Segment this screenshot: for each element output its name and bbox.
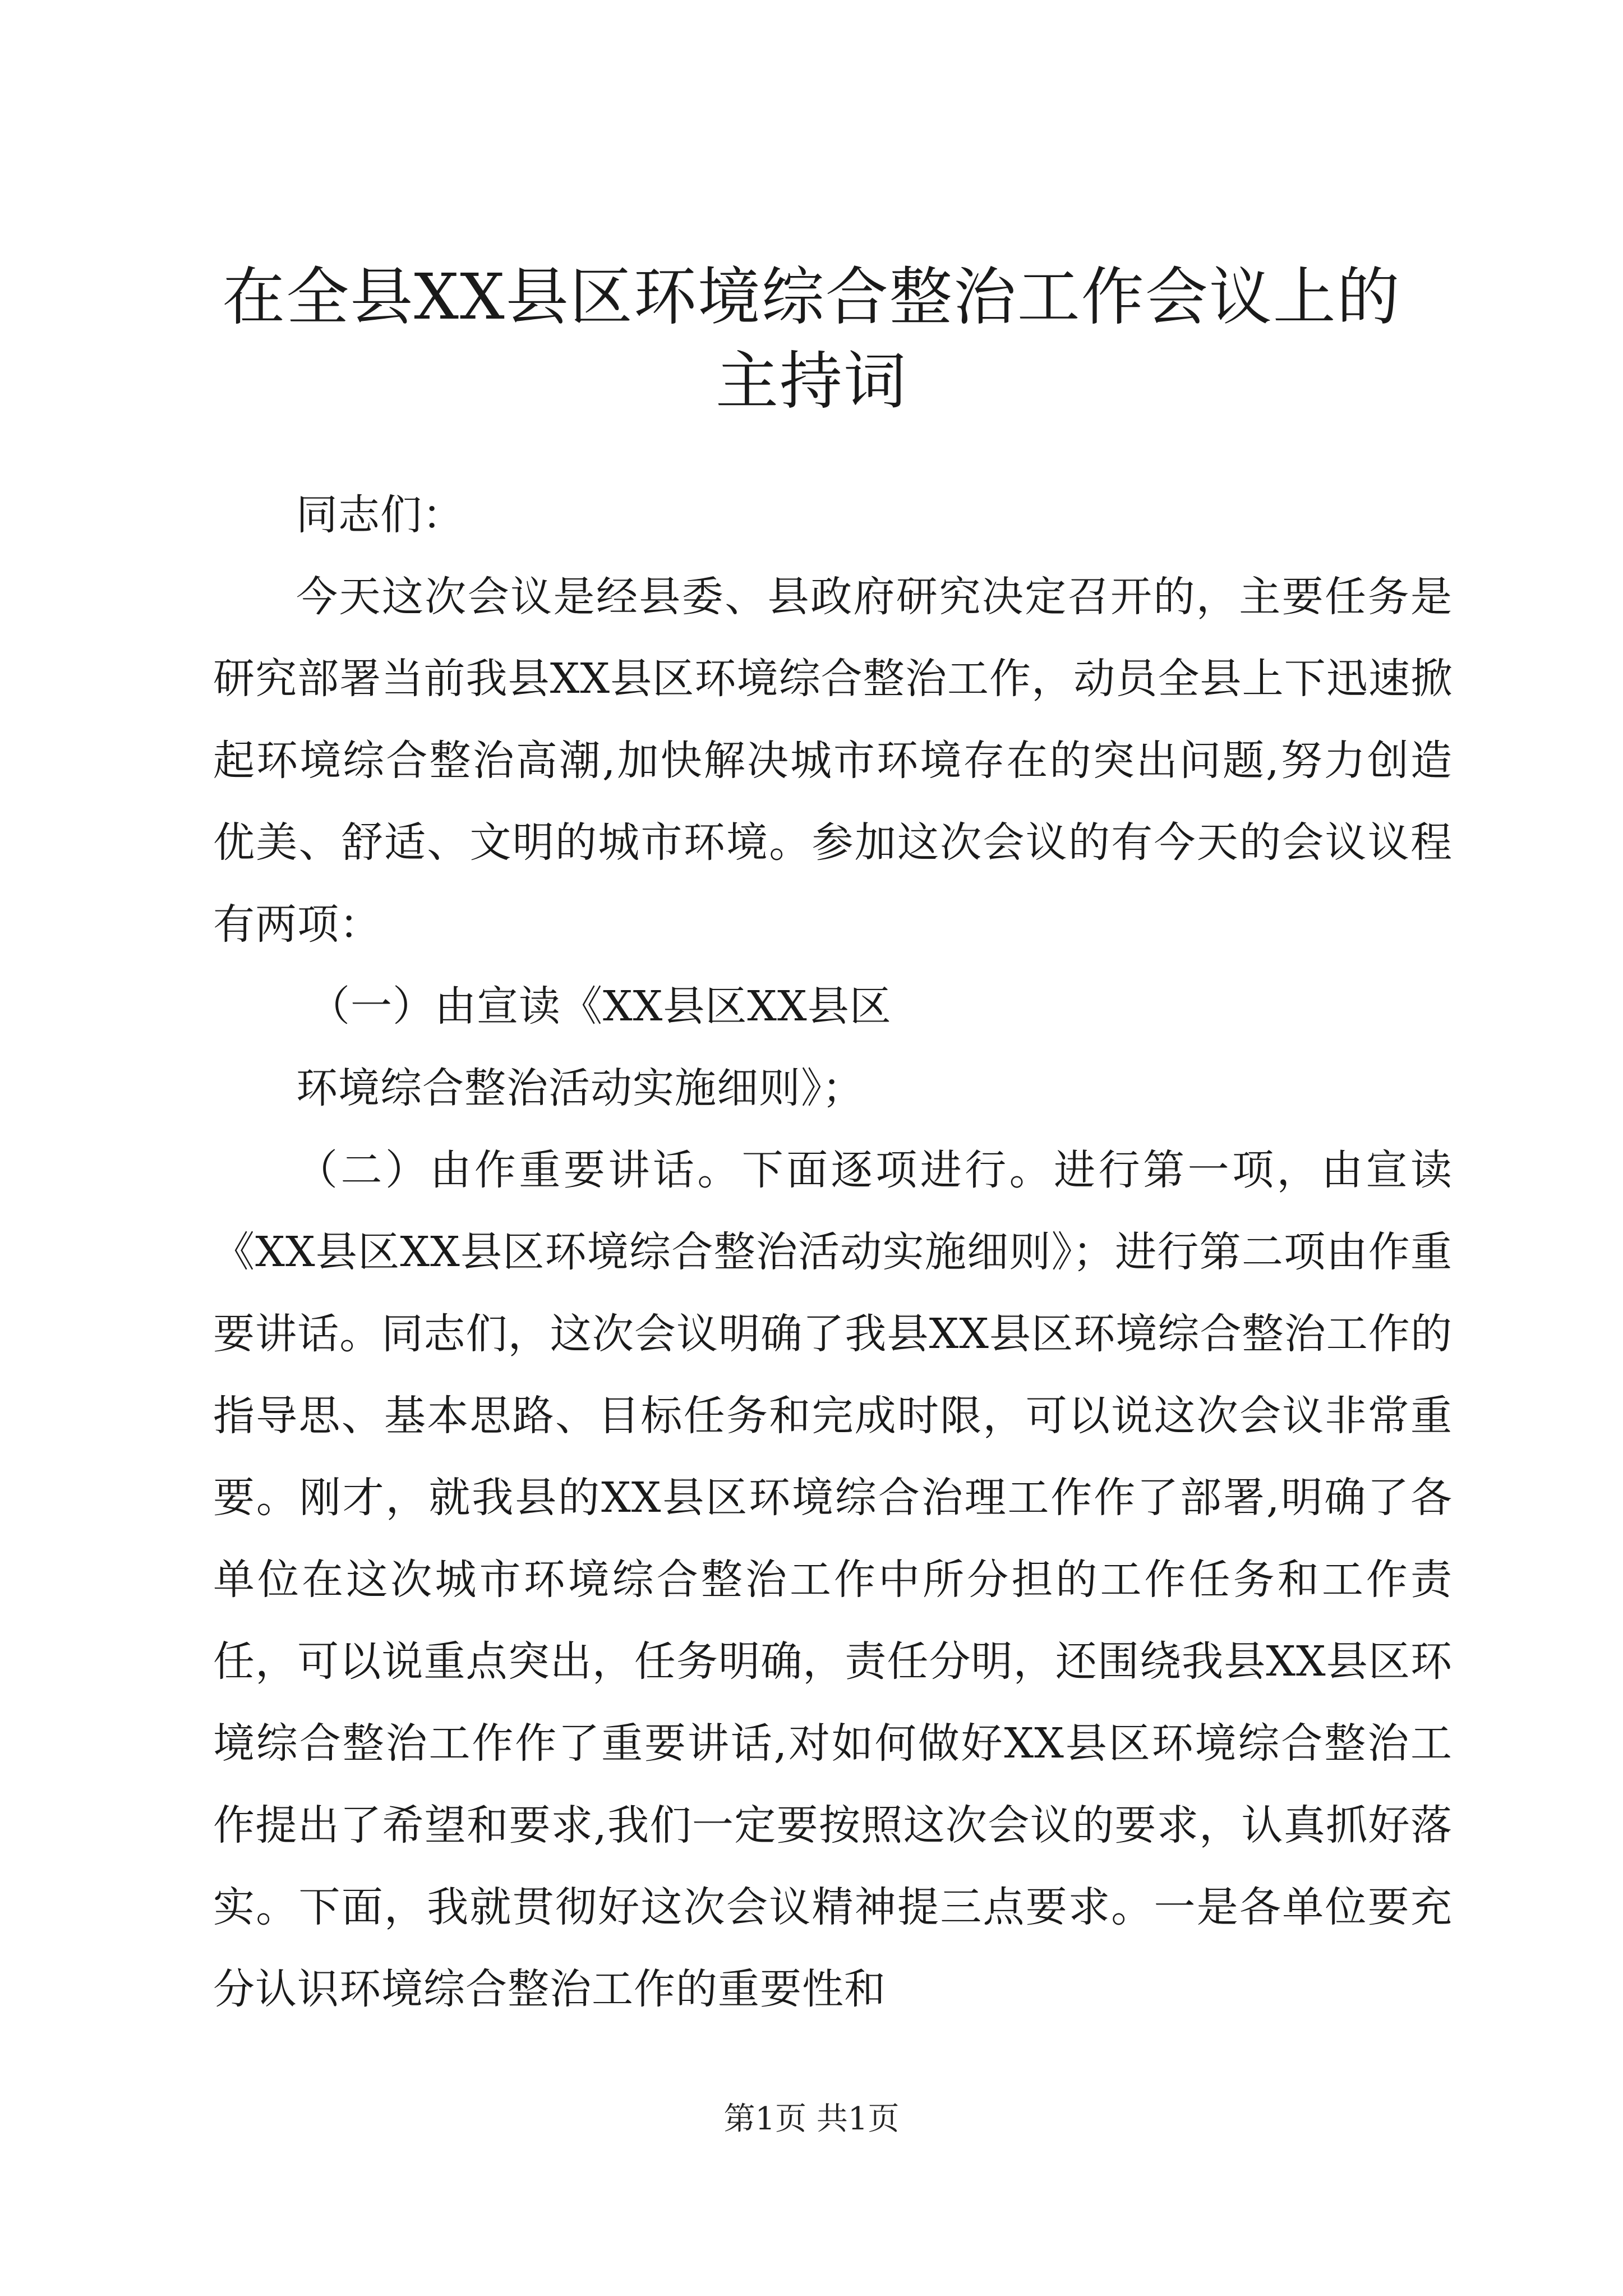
agenda-item-1-continued: 环境综合整治活动实施细则》；	[296, 1064, 864, 1112]
agenda-item-2-paragraph: （二）由作重要讲话。下面逐项进行。进行第一项，由宣读《XX县区XX县区环境综合整治活动实施细则》；进行第二项由作重要讲话。同志们，这次会议明确了我县XX县区环境综合整治工作的指导思、基本思路、目标任务和完成时限，可以说这次会议非常重要。刚才，就我县的XX县区环境综合治理工作作了部署,明确了各单位在这次城市环境综合整治工作中所分担的工作任务和工作责任，可以说重点突出，任务明确，责任分明，还围绕我县XX县区环境综合整治工作作了重要讲话,对如何做好XX县区环境综合整治工作提出了希望和要求,我们一定要按照这次会议的要求，认真抓好落实。下面，我就贯彻好这次会议精神提三点要求。一是各单位要充分认识环境综合整治工作的重要性和	[213, 1146, 1453, 2013]
agenda-item-1: （一）由宣读《XX县区XX县区	[308, 982, 892, 1030]
opening-paragraph: 今天这次会议是经县委、县政府研究决定召开的，主要任务是研究部署当前我县XX县区环境综合整治工作，动员全县上下迅速掀起环境综合整治高潮,加快解决城市环境存在的突出问题,努力创造优美、舒适、文明的城市环境。参加这次会议的有今天的会议议程有两项：	[213, 573, 1453, 949]
salutation-paragraph: 同志们：	[296, 491, 464, 539]
page-number-footer: 第1页 共1页	[723, 2101, 900, 2137]
document-title: 在全县XX县区环境综合整治工作会议上的主持词	[222, 261, 1401, 418]
document-body	[213, 474, 1453, 2030]
